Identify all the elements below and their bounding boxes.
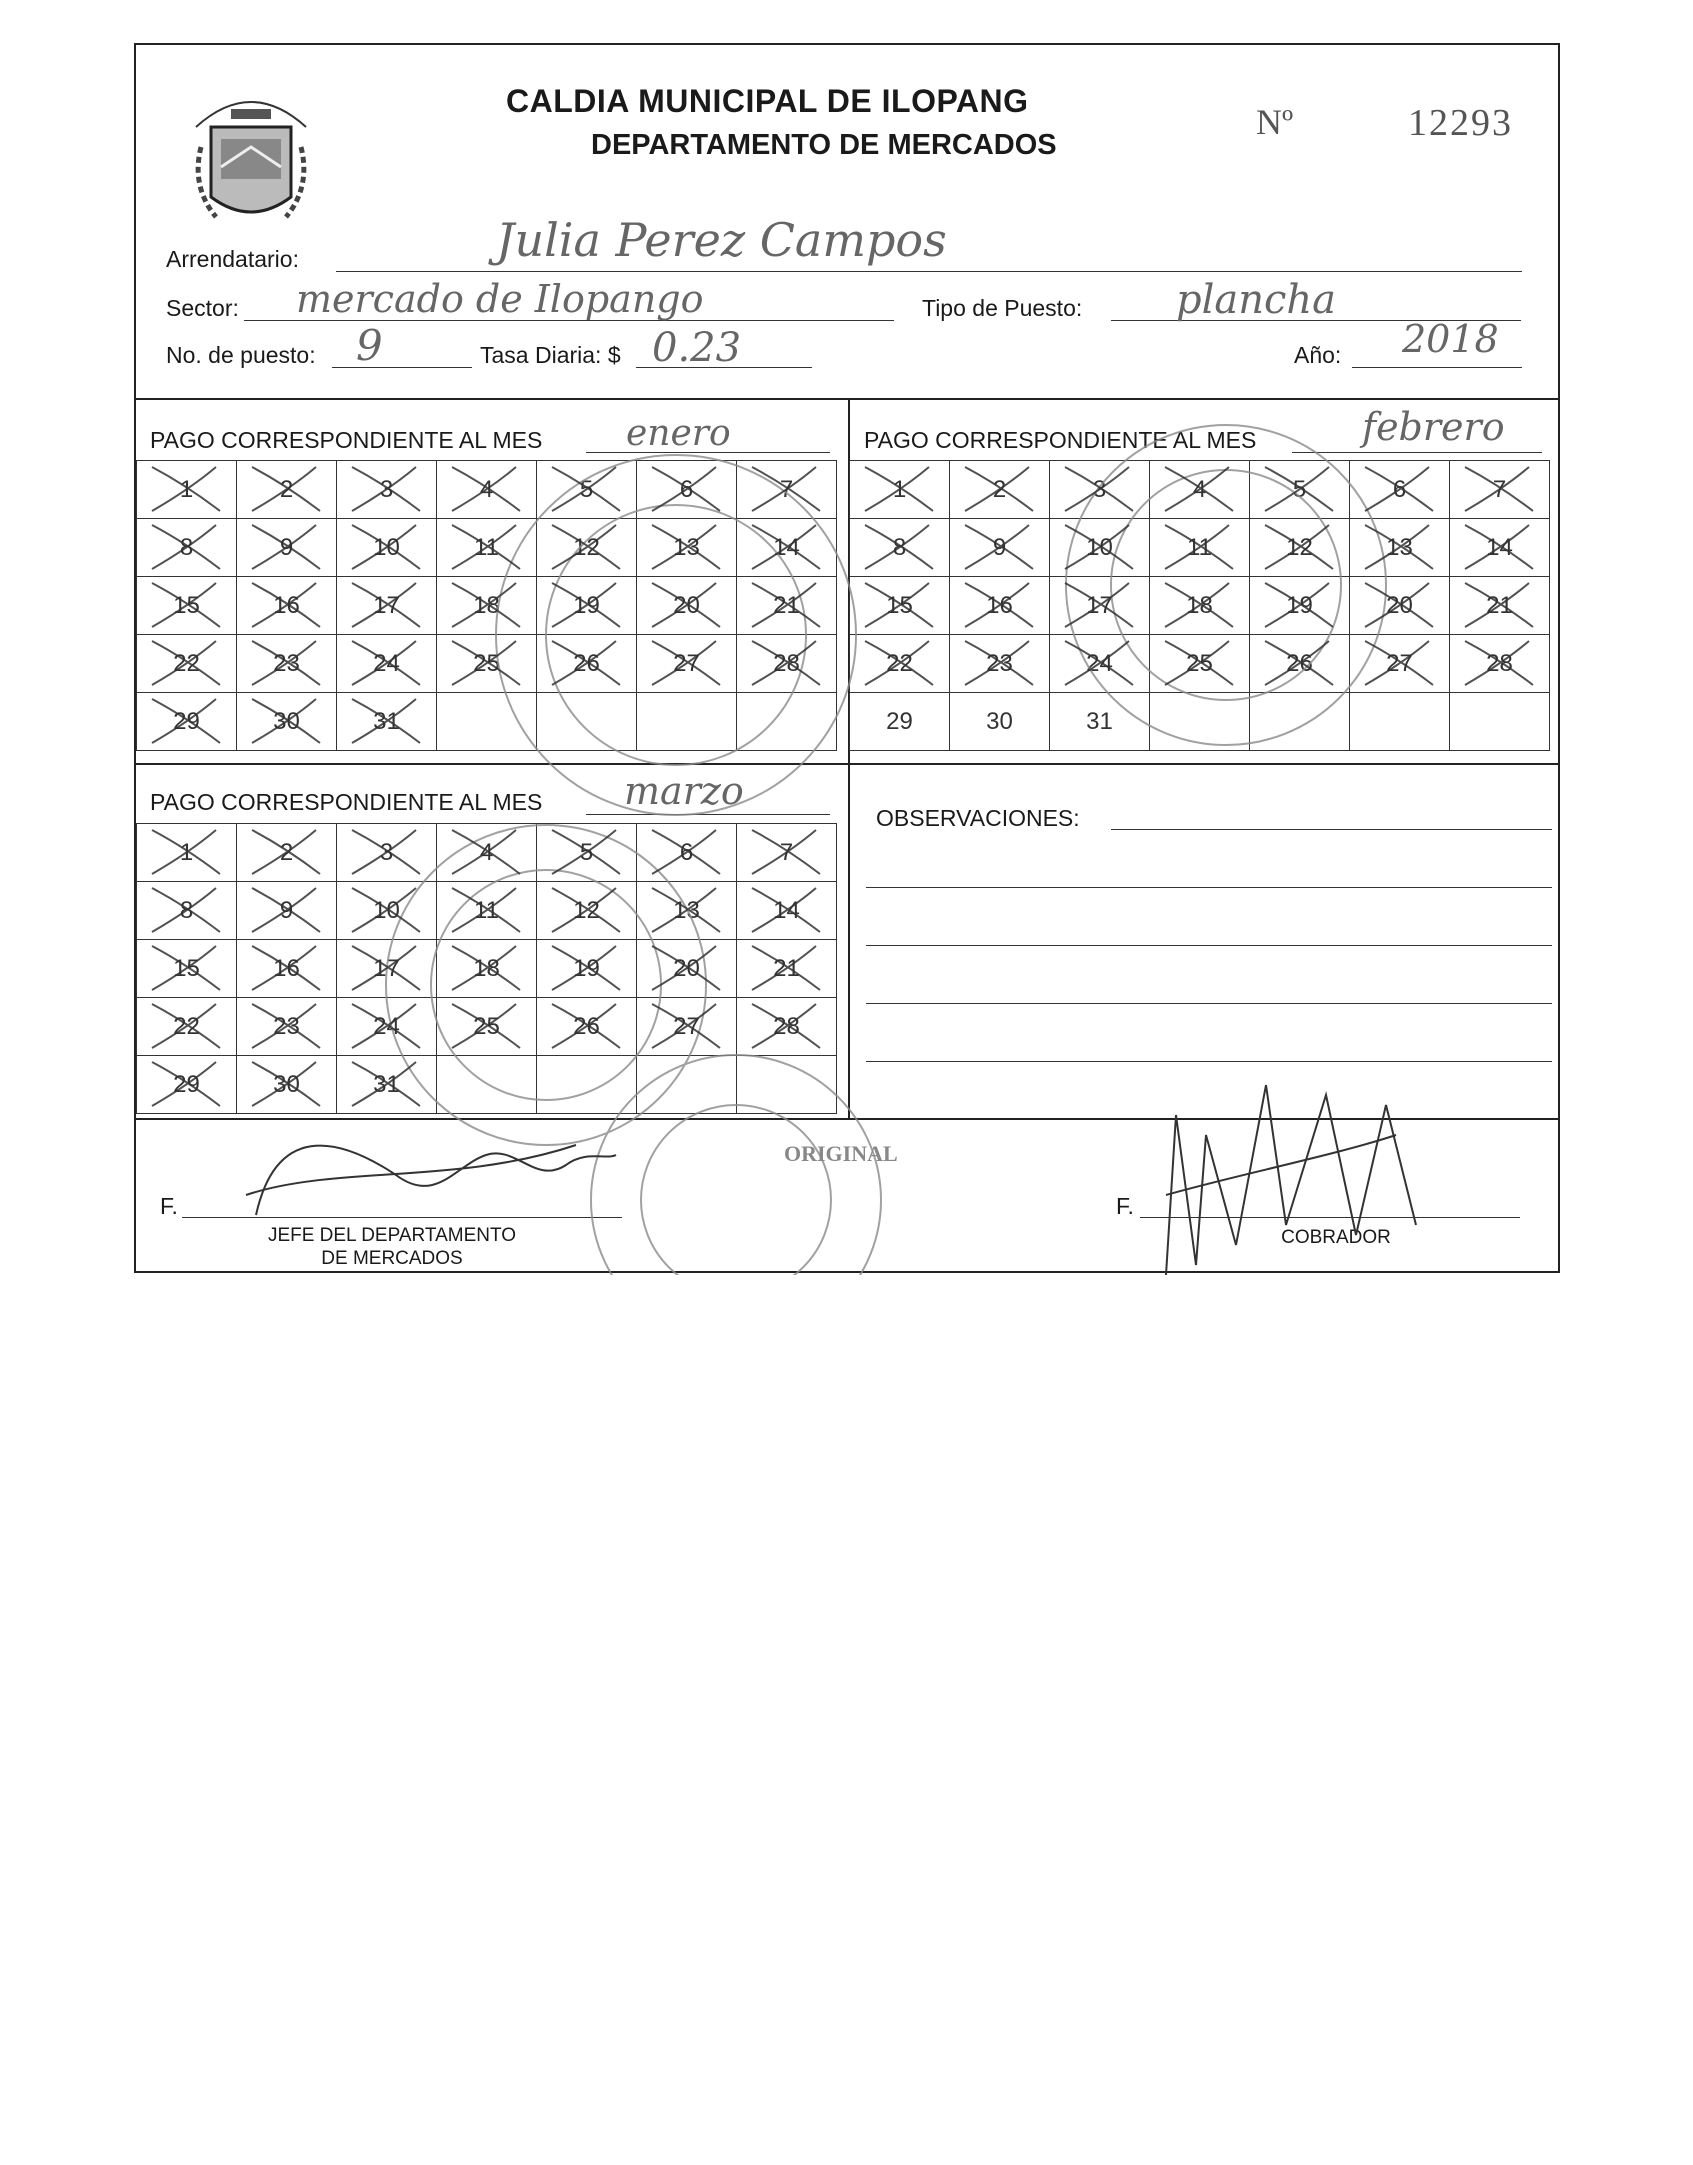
day-number: 26: [573, 1012, 600, 1040]
left-signature-caption-1: JEFE DEL DEPARTAMENTO: [267, 1225, 517, 1246]
day-cell: [237, 693, 337, 751]
day-number: 21: [773, 591, 800, 619]
day-number: 28: [773, 1012, 800, 1040]
day-number: 16: [273, 954, 300, 982]
day-cell: [1450, 577, 1550, 635]
day-cell: [850, 693, 950, 751]
day-cell: [1450, 461, 1550, 519]
day-cell: [737, 461, 837, 519]
day-cell: [1050, 461, 1150, 519]
day-cell: [437, 635, 537, 693]
day-cell: [237, 998, 337, 1056]
day-number: 4: [479, 838, 494, 866]
day-number: 30: [273, 1070, 300, 1098]
day-cell: [137, 693, 237, 751]
day-number: 30: [986, 707, 1013, 735]
empty-cell: [437, 1056, 537, 1114]
day-number: 7: [1492, 475, 1507, 503]
day-cell: [137, 577, 237, 635]
original-mark: ORIGINAL: [784, 1141, 898, 1166]
anio-value: 2018: [1402, 317, 1499, 361]
right-signature-prefix: F.: [1116, 1193, 1134, 1219]
day-cell: [137, 519, 237, 577]
day-cell: [1150, 635, 1250, 693]
day-number: 20: [673, 591, 700, 619]
day-number: 18: [473, 591, 500, 619]
day-cell: [337, 1056, 437, 1114]
day-cell: [737, 519, 837, 577]
day-number: 22: [886, 649, 913, 677]
day-cell: [1350, 519, 1450, 577]
day-cell: [737, 577, 837, 635]
day-cell: [237, 882, 337, 940]
day-number: 23: [986, 649, 1013, 677]
sector-label: Sector:: [166, 295, 239, 321]
day-number: 29: [173, 1070, 200, 1098]
day-number: 1: [892, 475, 907, 503]
month-1-calendar: [136, 460, 837, 751]
month-3-header: PAGO CORRESPONDIENTE AL MES: [150, 789, 543, 815]
day-number: 2: [279, 475, 294, 503]
day-cell: [950, 461, 1050, 519]
receipt-number: 12293: [1408, 102, 1513, 144]
empty-cell: [637, 693, 737, 751]
day-number: 14: [773, 533, 800, 561]
day-cell: [537, 940, 637, 998]
anio-line: [1352, 367, 1522, 368]
day-number: 3: [1092, 475, 1107, 503]
day-cell: [137, 635, 237, 693]
day-number: 31: [373, 707, 400, 735]
municipal-seal-logo: [176, 67, 326, 237]
day-number: 8: [179, 533, 194, 561]
day-number: 25: [1186, 649, 1213, 677]
middle-divider: [136, 763, 1558, 765]
day-number: 11: [474, 896, 499, 924]
empty-cell: [537, 693, 637, 751]
day-cell: [737, 824, 837, 882]
day-cell: [850, 635, 950, 693]
sector-value: mercado de Ilopango: [296, 277, 704, 321]
day-number: 28: [1486, 649, 1513, 677]
month-1-header: PAGO CORRESPONDIENTE AL MES: [150, 427, 543, 453]
tasa-label: Tasa Diaria: $: [480, 342, 621, 368]
day-number: 31: [373, 1070, 400, 1098]
day-number: 11: [1187, 533, 1212, 561]
day-cell: [1350, 461, 1450, 519]
arrendatario-line: [336, 271, 1522, 272]
day-cell: [637, 577, 737, 635]
day-cell: [637, 882, 737, 940]
right-signature-caption: COBRADOR: [1281, 1227, 1391, 1248]
day-cell: [437, 998, 537, 1056]
day-cell: [137, 461, 237, 519]
day-number: 24: [1086, 649, 1113, 677]
right-signature-line: [1140, 1217, 1520, 1218]
day-cell: [637, 461, 737, 519]
day-cell: [1450, 519, 1550, 577]
day-number: 3: [379, 475, 394, 503]
day-cell: [1150, 461, 1250, 519]
puesto-label: No. de puesto:: [166, 342, 316, 368]
day-number: 25: [473, 649, 500, 677]
day-cell: [237, 519, 337, 577]
day-number: 8: [892, 533, 907, 561]
day-number: 27: [1386, 649, 1413, 677]
day-number: 6: [1392, 475, 1407, 503]
day-number: 15: [173, 954, 200, 982]
day-cell: [637, 635, 737, 693]
day-number: 4: [479, 475, 494, 503]
day-number: 17: [373, 591, 400, 619]
day-cell: [637, 940, 737, 998]
day-cell: [137, 998, 237, 1056]
day-cell: [337, 693, 437, 751]
day-number: 26: [1286, 649, 1313, 677]
empty-cell: [737, 693, 837, 751]
day-number: 8: [179, 896, 194, 924]
month-3-name: marzo: [624, 769, 744, 813]
empty-cell: [437, 693, 537, 751]
day-number: 13: [1386, 533, 1413, 561]
day-cell: [850, 577, 950, 635]
month-2-name: febrero: [1362, 405, 1505, 449]
day-number: 5: [1292, 475, 1307, 503]
day-number: 11: [474, 533, 499, 561]
day-cell: [137, 940, 237, 998]
day-number: 19: [1286, 591, 1313, 619]
day-number: 28: [773, 649, 800, 677]
day-number: 30: [273, 707, 300, 735]
day-cell: [437, 824, 537, 882]
day-number: 10: [373, 896, 400, 924]
arrendatario-label: Arrendatario:: [166, 246, 299, 272]
department-title: DEPARTAMENTO DE MERCADOS: [591, 129, 1057, 161]
day-number: 24: [373, 649, 400, 677]
day-number: 10: [1086, 533, 1113, 561]
day-number: 9: [279, 533, 294, 561]
day-number: 1: [179, 475, 194, 503]
empty-cell: [637, 1056, 737, 1114]
day-cell: [1250, 461, 1350, 519]
day-cell: [437, 461, 537, 519]
day-number: 14: [1486, 533, 1513, 561]
day-number: 6: [679, 475, 694, 503]
day-number: 19: [573, 591, 600, 619]
day-cell: [437, 882, 537, 940]
day-cell: [437, 577, 537, 635]
day-cell: [337, 998, 437, 1056]
day-cell: [950, 519, 1050, 577]
day-number: 12: [573, 533, 600, 561]
office-title: CALDIA MUNICIPAL DE ILOPANG: [506, 83, 1029, 119]
arrendatario-value: Julia Perez Campos: [496, 213, 947, 267]
day-number: 27: [673, 1012, 700, 1040]
day-cell: [1350, 577, 1450, 635]
tasa-value: 0.23: [652, 325, 742, 371]
puesto-line: [332, 367, 472, 368]
day-cell: [850, 461, 950, 519]
day-cell: [1250, 577, 1350, 635]
day-cell: [637, 824, 737, 882]
day-number: 14: [773, 896, 800, 924]
day-number: 27: [673, 649, 700, 677]
day-number: 16: [986, 591, 1013, 619]
month-2-calendar: [849, 460, 1550, 751]
day-cell: [950, 577, 1050, 635]
day-cell: [337, 940, 437, 998]
empty-cell: [537, 1056, 637, 1114]
day-cell: [850, 519, 950, 577]
left-signature-scribble: [256, 1146, 616, 1215]
day-number: 3: [379, 838, 394, 866]
empty-cell: [737, 1056, 837, 1114]
day-cell: [1050, 693, 1150, 751]
left-signature-prefix: F.: [160, 1193, 178, 1219]
day-number: 12: [573, 896, 600, 924]
day-number: 7: [779, 838, 794, 866]
empty-cell: [1150, 693, 1250, 751]
observaciones-line-0: [1111, 829, 1552, 830]
day-number: 2: [992, 475, 1007, 503]
left-signature-caption-2: DE MERCADOS: [321, 1248, 463, 1269]
day-number: 18: [1186, 591, 1213, 619]
day-cell: [437, 940, 537, 998]
day-cell: [137, 882, 237, 940]
day-number: 17: [1086, 591, 1113, 619]
day-number: 2: [279, 838, 294, 866]
puesto-value: 9: [356, 321, 383, 370]
day-number: 26: [573, 649, 600, 677]
day-cell: [237, 577, 337, 635]
day-cell: [737, 882, 837, 940]
day-cell: [337, 882, 437, 940]
day-cell: [237, 461, 337, 519]
day-cell: [737, 635, 837, 693]
tipo-puesto-label: Tipo de Puesto:: [922, 295, 1083, 321]
day-number: 5: [579, 475, 594, 503]
day-cell: [737, 998, 837, 1056]
day-number: 21: [773, 954, 800, 982]
day-number: 16: [273, 591, 300, 619]
receipt-form: [134, 43, 1560, 1273]
day-cell: [337, 519, 437, 577]
day-cell: [1350, 635, 1450, 693]
day-number: 5: [579, 838, 594, 866]
observaciones-label: OBSERVACIONES:: [876, 805, 1080, 831]
observaciones-line-2: [866, 945, 1552, 946]
footer-divider: [136, 1118, 1558, 1120]
day-number: 1: [179, 838, 194, 866]
day-number: 20: [1386, 591, 1413, 619]
observaciones-line-3: [866, 1003, 1552, 1004]
day-number: 12: [1286, 533, 1313, 561]
day-cell: [337, 577, 437, 635]
day-number: 23: [273, 1012, 300, 1040]
month-3-line: [586, 814, 830, 815]
day-cell: [537, 635, 637, 693]
header-divider: [136, 398, 1558, 400]
observaciones-line-4: [866, 1061, 1552, 1062]
day-number: 22: [173, 649, 200, 677]
day-cell: [237, 940, 337, 998]
day-cell: [237, 635, 337, 693]
day-cell: [137, 824, 237, 882]
day-cell: [537, 882, 637, 940]
day-cell: [737, 940, 837, 998]
day-number: 13: [673, 896, 700, 924]
day-cell: [1250, 519, 1350, 577]
day-cell: [337, 635, 437, 693]
empty-cell: [1350, 693, 1450, 751]
day-number: 24: [373, 1012, 400, 1040]
day-number: 17: [373, 954, 400, 982]
tipo-puesto-value: plancha: [1176, 277, 1337, 323]
day-number: 23: [273, 649, 300, 677]
day-number: 10: [373, 533, 400, 561]
day-cell: [537, 461, 637, 519]
day-cell: [637, 519, 737, 577]
day-cell: [950, 693, 1050, 751]
day-cell: [1150, 519, 1250, 577]
day-cell: [1050, 635, 1150, 693]
day-cell: [337, 824, 437, 882]
day-cell: [1050, 577, 1150, 635]
day-cell: [1050, 519, 1150, 577]
day-number: 21: [1486, 591, 1513, 619]
day-number: 9: [279, 896, 294, 924]
empty-cell: [1250, 693, 1350, 751]
day-number: 19: [573, 954, 600, 982]
day-cell: [637, 998, 737, 1056]
day-cell: [537, 824, 637, 882]
day-number: 18: [473, 954, 500, 982]
day-cell: [537, 998, 637, 1056]
day-number: 29: [173, 707, 200, 735]
day-cell: [137, 1056, 237, 1114]
day-cell: [1450, 635, 1550, 693]
day-cell: [337, 461, 437, 519]
day-cell: [1150, 577, 1250, 635]
observaciones-line-1: [866, 887, 1552, 888]
day-number: 9: [992, 533, 1007, 561]
day-number: 15: [886, 591, 913, 619]
day-cell: [950, 635, 1050, 693]
month-1-name: enero: [626, 413, 731, 454]
day-cell: [537, 519, 637, 577]
month-2-header: PAGO CORRESPONDIENTE AL MES: [864, 427, 1257, 453]
day-number: 20: [673, 954, 700, 982]
day-cell: [1250, 635, 1350, 693]
day-number: 29: [886, 707, 913, 735]
day-number: 22: [173, 1012, 200, 1040]
left-signature-line: [182, 1217, 622, 1218]
number-label: Nº: [1256, 102, 1294, 142]
anio-label: Año:: [1294, 342, 1342, 368]
month-3-calendar: [136, 823, 837, 1114]
day-number: 13: [673, 533, 700, 561]
day-cell: [237, 824, 337, 882]
month-2-line: [1292, 452, 1542, 453]
day-number: 25: [473, 1012, 500, 1040]
day-number: 15: [173, 591, 200, 619]
day-number: 7: [779, 475, 794, 503]
day-number: 31: [1086, 707, 1113, 735]
day-number: 4: [1192, 475, 1207, 503]
day-cell: [437, 519, 537, 577]
day-cell: [237, 1056, 337, 1114]
empty-cell: [1450, 693, 1550, 751]
day-cell: [537, 577, 637, 635]
day-number: 6: [679, 838, 694, 866]
